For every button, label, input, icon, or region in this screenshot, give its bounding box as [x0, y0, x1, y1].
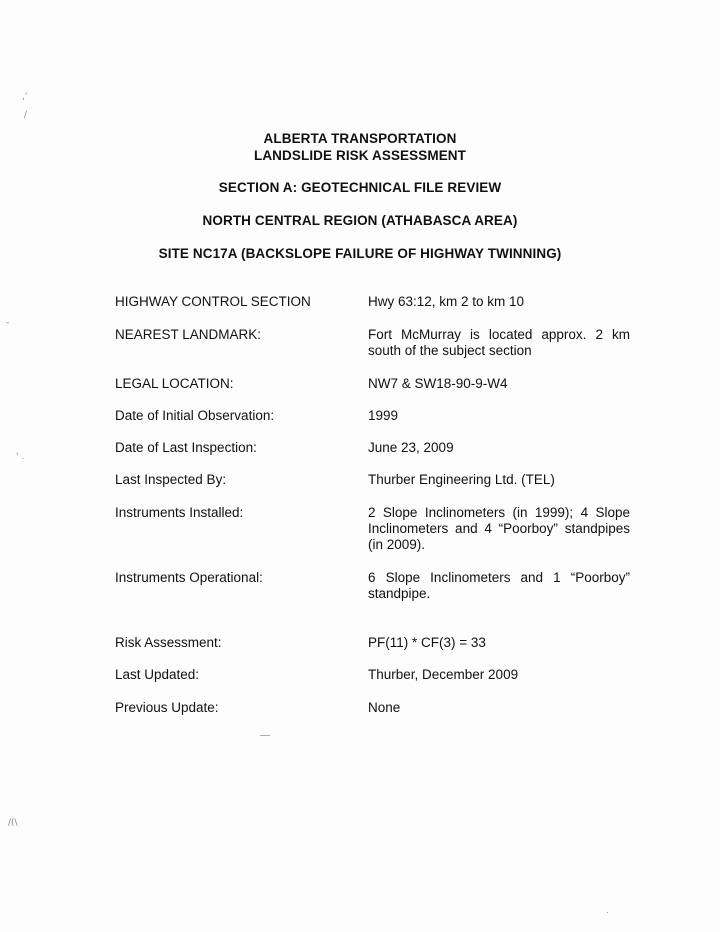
site-heading: SITE NC17A (BACKSLOPE FAILURE OF HIGHWAY TWINNING): [158, 246, 562, 261]
field-value: 1999: [368, 408, 399, 423]
scan-mark: /(\: [8, 818, 18, 828]
field-value: None: [368, 700, 401, 715]
field-value: 2 Slope Inclinometers (in 1999); 4 Slope Inclinometers and 4 “Poorboy” standpipes (in 2009).: [368, 505, 630, 552]
field-label: Instruments Operational:: [115, 570, 263, 585]
field-value: Thurber Engineering Ltd. (TEL): [368, 472, 555, 487]
field-label: NEAREST LANDMARK:: [115, 327, 262, 342]
scan-mark: /: [24, 110, 28, 120]
field-label: Risk Assessment:: [115, 635, 222, 650]
field-label: Instruments Installed:: [115, 505, 244, 520]
field-label: Last Inspected By:: [115, 472, 227, 487]
section-heading: SECTION A: GEOTECHNICAL FILE REVIEW: [218, 180, 502, 195]
field-label: Date of Initial Observation:: [115, 408, 275, 423]
field-value: NW7 & SW18-90-9-W4: [368, 376, 508, 391]
doc-title-line2: LANDSLIDE RISK ASSESSMENT: [253, 148, 467, 163]
field-label: Date of Last Inspection:: [115, 440, 257, 455]
field-label: Previous Update:: [115, 700, 219, 715]
field-value: Hwy 63:12, km 2 to km 10: [368, 294, 525, 309]
field-value: Fort McMurray is located approx. 2 km south of the subject section: [368, 327, 630, 358]
scan-mark: .: [606, 906, 609, 916]
scan-mark: ' .: [16, 452, 25, 462]
field-value: 6 Slope Inclinometers and 1 “Poorboy” standpipe.: [368, 570, 630, 601]
field-label: Last Updated:: [115, 667, 200, 682]
region-heading: NORTH CENTRAL REGION (ATHABASCA AREA): [202, 213, 518, 228]
doc-title-line1: ALBERTA TRANSPORTATION: [263, 131, 457, 146]
field-value: Thurber, December 2009: [368, 667, 519, 682]
stray-mark: [260, 735, 270, 736]
field-label: HIGHWAY CONTROL SECTION: [115, 294, 311, 309]
scan-mark: -: [6, 318, 10, 328]
field-value: PF(11) * CF(3) = 33: [368, 635, 486, 650]
field-label: LEGAL LOCATION:: [115, 376, 234, 391]
scan-mark: ,': [22, 92, 28, 102]
field-value: June 23, 2009: [368, 440, 454, 455]
